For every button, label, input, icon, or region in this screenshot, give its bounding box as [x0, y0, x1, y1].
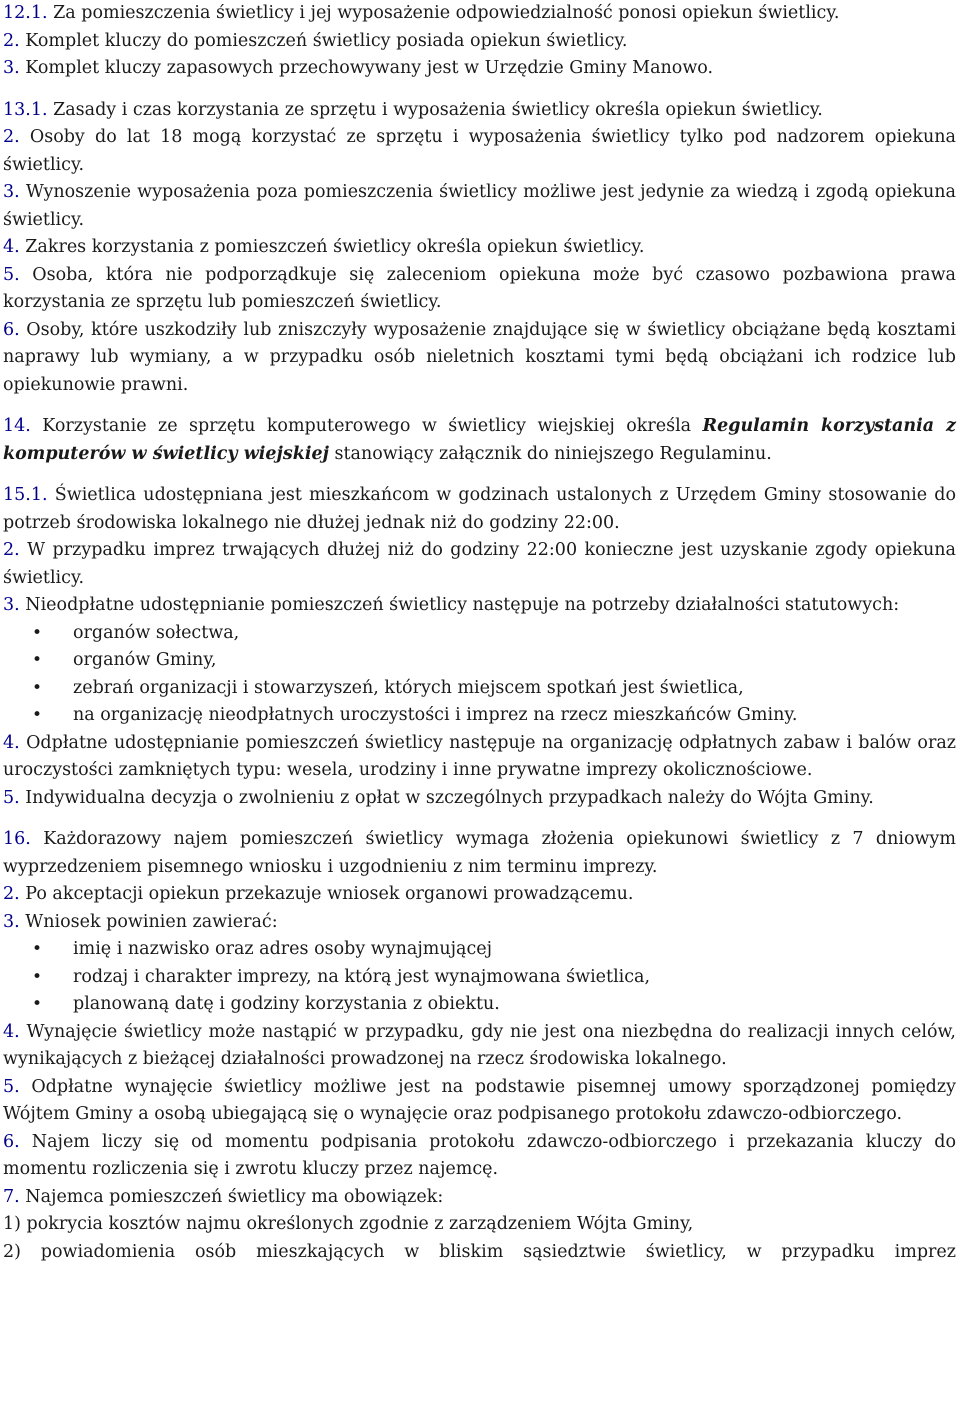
paragraph-13-4	[3, 234, 956, 262]
paragraph-15-2	[3, 537, 956, 592]
paragraph-14	[3, 413, 956, 468]
paragraph-13-3	[3, 179, 956, 234]
paragraph-text: Najem liczy się od momentu podpisania protokołu zdawczo-odbiorczego i przekazania kluczy do momentu rozliczenia się i zwrotu kluczy przez najemcę.	[3, 1131, 956, 1179]
paragraph-12-2	[3, 28, 956, 56]
bullet-list-free-use	[3, 620, 956, 730]
paragraph-text: Osoby do lat 18 mogą korzystać ze sprzętu i wyposażenia świetlicy tylko pod nadzorem opiekuna świetlicy.	[3, 127, 956, 175]
paragraph-number: 2.	[3, 30, 20, 51]
list-item: • zebrań organizacji i stowarzyszeń, których miejscem spotkań jest świetlica,	[3, 675, 956, 703]
paragraph-text: Nieodpłatne udostępnianie pomieszczeń świetlicy następuje na potrzeby działalności statutowych:	[19, 595, 900, 615]
section-gap	[3, 399, 956, 413]
list-item: • planowaną datę i godziny korzystania z obiektu.	[3, 991, 956, 1019]
paragraph-16-2	[3, 881, 956, 909]
paragraph-number: 5.	[3, 787, 20, 808]
paragraph-number: 5.	[3, 1076, 20, 1097]
regulation-title: Regulamin korzystania z komputerów w świetlicy wiejskiej	[3, 416, 956, 464]
paragraph-number: 4.	[3, 1021, 20, 1042]
paragraph-text: Indywidualna decyzja o zwolnieniu z opłat w szczególnych przypadkach należy do Wójta Gminy.	[19, 787, 874, 808]
paragraph-text: Za pomieszczenia świetlicy i jej wyposażenie odpowiedzialność ponosi opiekun świetlicy.	[47, 3, 840, 23]
paragraph-text: Świetlica udostępniana jest mieszkańcom w godzinach ustalonych z Urzędem Gminy stosowanie do potrzeb środowiska lokalnego nie dłużej jednak niż do godziny 22:00.	[3, 485, 956, 533]
paragraph-16-7	[3, 1184, 956, 1212]
section-gap	[3, 468, 956, 482]
paragraph-15-1	[3, 482, 956, 537]
paragraph-12-3	[3, 55, 956, 83]
paragraph-16-5	[3, 1074, 956, 1129]
list-item: • na organizację nieodpłatnych uroczystości i imprez na rzecz mieszkańców Gminy.	[3, 702, 956, 730]
paragraph-text: Wynajęcie świetlicy może nastąpić w przypadku, gdy nie jest ona niezbędna do realizacji innych celów, wynikających z bieżącej działalności prowadzonej na rzecz środowiska lokalnego.	[3, 1021, 956, 1069]
list-item: • rodzaj i charakter imprezy, na którą jest wynajmowana świetlica,	[3, 964, 956, 992]
paragraph-text: Korzystanie ze sprzętu komputerowego w świetlicy wiejskiej określa	[30, 416, 703, 436]
paragraph-number: 16.	[3, 829, 31, 849]
bullet-list-application	[3, 936, 956, 1019]
paragraph-number: 3.	[3, 595, 20, 615]
paragraph-15-3	[3, 592, 956, 620]
paragraph-number: 13.1.	[3, 99, 48, 120]
paragraph-number: 2.	[3, 540, 20, 560]
paragraph-number: 7.	[3, 1186, 20, 1207]
paragraph-number: 6.	[3, 1131, 20, 1152]
obligation-item-1: 1) pokrycia kosztów najmu określonych zgodnie z zarządzeniem Wójta Gminy,	[3, 1214, 694, 1234]
section-gap	[3, 83, 956, 97]
list-item: • imię i nazwisko oraz adres osoby wynajmującej	[3, 936, 956, 964]
paragraph-text: Wynoszenie wyposażenia poza pomieszczenia świetlicy możliwe jest jedynie za wiedzą i zgodą opiekuna świetlicy.	[3, 182, 956, 230]
list-item: • organów Gminy,	[3, 647, 956, 675]
paragraph-number: 2.	[3, 884, 20, 904]
paragraph-number: 3.	[3, 182, 20, 202]
paragraph-text: Komplet kluczy zapasowych przechowywany jest w Urzędzie Gminy Manowo.	[19, 58, 714, 78]
paragraph-text: W przypadku imprez trwających dłużej niż do godziny 22:00 konieczne jest uzyskanie zgody opiekuna świetlicy.	[3, 540, 956, 588]
paragraph-13-6	[3, 317, 956, 400]
paragraph-13-5	[3, 262, 956, 317]
paragraph-number: 4.	[3, 237, 20, 257]
paragraph-13-2	[3, 124, 956, 179]
document-page	[3, 0, 956, 1266]
section-gap	[3, 812, 956, 826]
paragraph-text: Zasady i czas korzystania ze sprzętu i wyposażenia świetlicy określa opiekun świetlicy.	[47, 99, 823, 120]
paragraph-text: Odpłatne udostępnianie pomieszczeń świetlicy następuje na organizację odpłatnych zabaw i balów oraz uroczystości zamkniętych typu: wesela, urodziny i inne prywatne imprezy okolicznościowe.	[3, 732, 956, 780]
paragraph-number: 3.	[3, 58, 20, 78]
paragraph-number: 12.1.	[3, 3, 48, 23]
paragraph-number: 14.	[3, 416, 31, 436]
paragraph-16-3	[3, 909, 956, 937]
paragraph-text: Zakres korzystania z pomieszczeń świetlicy określa opiekun świetlicy.	[19, 237, 645, 257]
paragraph-text: Najemca pomieszczeń świetlicy ma obowiązek:	[19, 1186, 444, 1207]
paragraph-number: 6.	[3, 319, 20, 340]
paragraph-13-1	[3, 97, 956, 125]
paragraph-text: Po akceptacji opiekun przekazuje wniosek organowi prowadzącemu.	[19, 884, 634, 904]
paragraph-number: 3.	[3, 911, 20, 932]
paragraph-number: 2.	[3, 127, 20, 147]
paragraph-16-1	[3, 826, 956, 881]
paragraph-text: Odpłatne wynajęcie świetlicy możliwe jest na podstawie pisemnej umowy sporządzonej pomiędzy Wójtem Gminy a osobą ubiegającą się o wynajęcie oraz podpisanego protokołu zdawczo-odbiorczego.	[3, 1076, 956, 1124]
paragraph-16-4	[3, 1019, 956, 1074]
paragraph-text: Każdorazowy najem pomieszczeń świetlicy wymaga złożenia opiekunowi świetlicy z 7 dniowym wyprzedzeniem pisemnego wniosku i uzgodnieniu z nim terminu imprezy.	[3, 829, 956, 877]
paragraph-12-1	[3, 0, 956, 28]
paragraph-number: 5.	[3, 264, 20, 285]
paragraph-number: 15.1.	[3, 485, 48, 505]
paragraph-text: stanowiący załącznik do niniejszego Regulaminu.	[328, 443, 772, 464]
list-item: • organów sołectwa,	[3, 620, 956, 648]
paragraph-text: Osoby, które uszkodziły lub zniszczyły wyposażenie znajdujące się w świetlicy obciążane będą kosztami naprawy lub wymiany, a w przypadku osób nieletnich kosztami tymi będą obciążani ich rodzice lub opiekunowie prawni.	[3, 319, 956, 395]
paragraph-text: Komplet kluczy do pomieszczeń świetlicy posiada opiekun świetlicy.	[19, 30, 628, 51]
paragraph-16-6	[3, 1129, 956, 1184]
paragraph-text: Wniosek powinien zawierać:	[19, 911, 278, 932]
paragraph-15-5	[3, 785, 956, 813]
obligation-item-2: 2) powiadomienia osób mieszkających w bliskim sąsiedztwie świetlicy, w przypadku imprez	[3, 1241, 956, 1262]
paragraph-15-4	[3, 730, 956, 785]
paragraph-number: 4.	[3, 732, 20, 753]
paragraph-text: Osoba, która nie podporządkuje się zaleceniom opiekuna może być czasowo pozbawiona prawa korzystania ze sprzętu lub pomieszczeń świetlicy.	[3, 264, 956, 312]
